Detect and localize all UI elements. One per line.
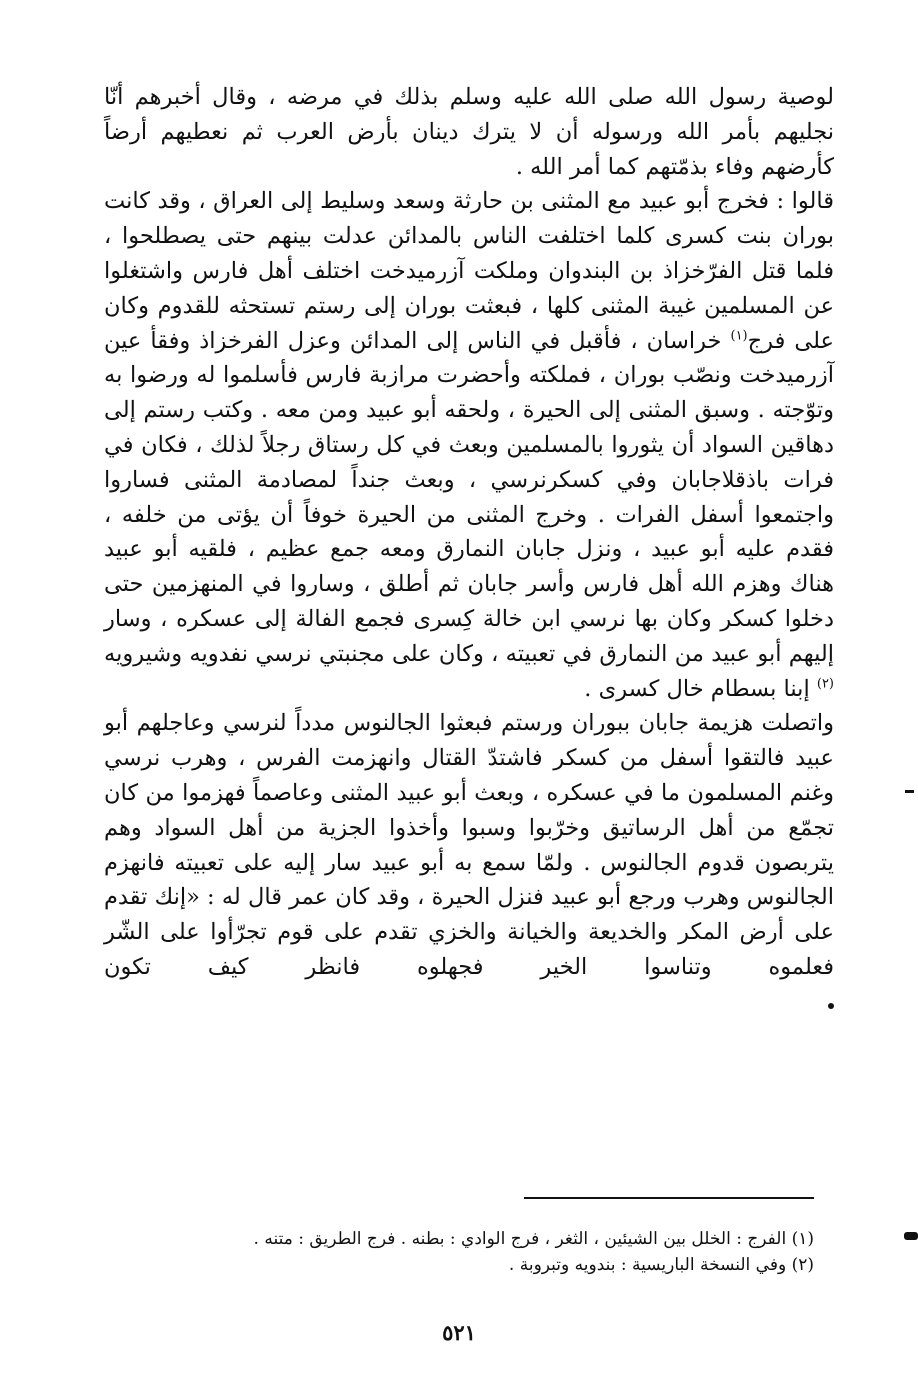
paragraph-2	[104, 184, 834, 706]
margin-mark	[904, 1232, 918, 1240]
page-number: ٥٢١	[442, 1320, 476, 1345]
footnote-1: (١) الفرج : الخلل بين الشيئين ، الثغر ، فرج الوادي : بطنه . فرج الطريق : متنه .	[253, 1229, 814, 1249]
paragraph-1	[104, 80, 834, 184]
paragraph-3-text: واتصلت هزيمة جابان ببوران ورستم فبعثوا الجالنوس مدداً لنرسي وعاجلهم أبو عبيد فالتقوا أسفل من كسكر فاشتدّ القتال وانهزمت الفرس ، وهرب نرسي وغنم المسلمون ما في عسكره ، وبعث أبو عبيد المثنى وعاصماً فهزموا من كان تجمّع من أهل الرساتيق وخرّبوا وسبوا وأخذوا الجزية من أهل السواد وهم يتربصون قدوم الجالنوس . ولمّا سمع به أبو عبيد سار إليه على تعبيته فانهزم الجالنوس وهرب ورجع أبو عبيد فنزل الحيرة ، وقد كان عمر قال له : «إنك تقدم على أرض المكر والخديعة والخيانة والخزي تقدم على قوم تجرّأوا على الشّر فعلموه وتناسوا الخير فجهلوه فانظر كيف تكون	[104, 710, 834, 980]
paragraph-2-text: قالوا : فخرج أبو عبيد مع المثنى بن حارثة وسعد وسليط إلى العراق ، وقد كانت بوران بنت كسرى كلما اختلفت الناس بالمدائن عدلت بينهم حتى يصطلحوا ، فلما قتل الفرّخزاذ بن البندوان وملكت آزرميدخت اختلف أهل فارس واشتغلوا عن المسلمين غيبة المثنى كلها ، فبعثت بوران إلى رستم تستحثه للقدوم وكان على فرج	[104, 188, 834, 354]
footnote-ref-1[interactable]: (١)	[730, 328, 748, 344]
footnote-2: (٢) وفي النسخة الباريسية : بندويه وتبروبة .	[508, 1255, 814, 1275]
paragraph-3	[104, 706, 834, 984]
paragraph-2-continued: خراسان ، فأقبل في الناس إلى المدائن وعزل الفرخزاذ وفقأ عين آزرميدخت ونصّب بوران ، فملكته وأحضرت مرازبة فارس فأسلموا له ورضوا به وتوّجته . وسبق المثنى إلى الحيرة ، ولحقه أبو عبيد ومن معه . وكتب رستم إلى دهاقين السواد أن يثوروا بالمسلمين وبعث في كل رستاق رجلاً لذلك ، فكان في فرات باذقلاجابان وفي كسكرنرسي ، وبعث جنداً لمصادمة المثنى فساروا واجتمعوا أسفل الفرات . وخرج المثنى من الحيرة خوفاً أن يؤتى من خلفه ، فقدم عليه أبو عبيد ، ونزل جابان النمارق ومعه جمع عظيم ، فلقيه أبو عبيد هناك وهزم الله أهل فارس وأسر جابان ثم أطلق ، وساروا في المنهزمين حتى دخلوا كسكر وكان بها نرسي ابن خالة كِسرى فجمع الفالة إلى عسكره ، وسار إليهم أبو عبيد من النمارق في تعبيته ، وكان على مجنبتي نرسي نفدويه وشيرويه	[104, 327, 834, 667]
paragraph-1-text: لوصية رسول الله صلى الله عليه وسلم بذلك في مرضه ، وقال أخبرهم أنّا نجليهم بأمر الله ورسوله أن لا يترك دينان بأرض العرب ثم نعطيهم أرضاً كأرضهم وفاء بذمّتهم كما أمر الله .	[104, 84, 834, 180]
main-text	[104, 80, 834, 985]
margin-mark	[905, 790, 914, 793]
footnote-ref-2[interactable]: (٢)	[816, 676, 834, 692]
paragraph-2-ending: إبنا بسطام خال كسرى .	[584, 675, 810, 702]
footnotes	[114, 1226, 814, 1278]
ink-dot	[828, 1003, 834, 1009]
footnote-divider	[524, 1197, 814, 1199]
